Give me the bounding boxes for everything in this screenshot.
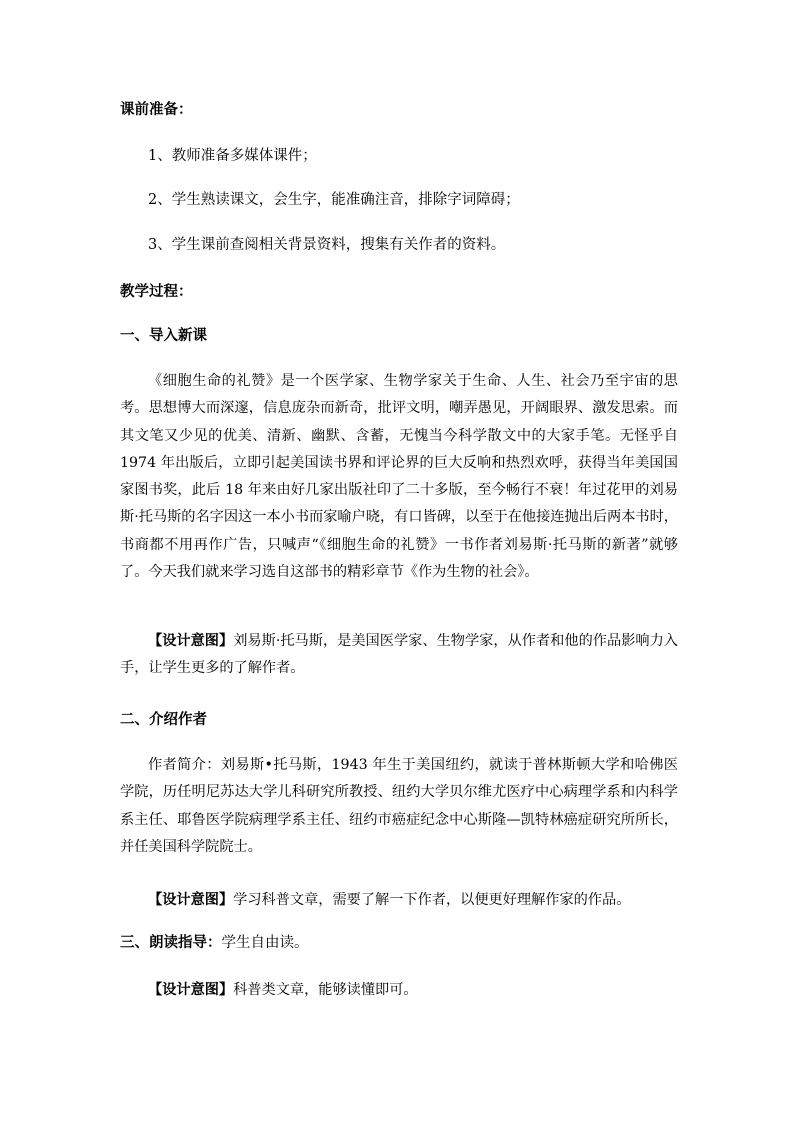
section2-design-note	[120, 887, 678, 914]
process-heading: 教学过程：	[120, 283, 193, 300]
design-intent-tag: 【设计意图】	[148, 982, 234, 998]
section1-heading: 一、导入新课	[120, 327, 207, 344]
section1-design-note	[120, 628, 678, 683]
section3-design-note	[120, 977, 678, 1004]
section3-heading: 三、朗读指导：	[120, 934, 222, 951]
prep-item-2: 2、学生熟读课文，会生字，能准确注音，排除字词障碍；	[148, 192, 520, 208]
prep-heading: 课前准备：	[120, 101, 193, 118]
design-intent-text: 刘易斯·托马斯，是美国医学家、生物学家，从作者和他的作品影响力入手，让学生更多的了解作者。	[120, 633, 678, 677]
design-intent-tag: 【设计意图】	[148, 633, 234, 649]
section3-heading-line	[120, 933, 680, 953]
design-intent-tag: 【设计意图】	[148, 892, 234, 908]
section2-paragraph: 作者简介：刘易斯•托马斯，1943 年生于美国纽约，就读于普林斯顿大学和哈佛医学院，历任明尼苏达大学儿科研究所教授、纽约大学贝尔维尤医疗中心病理学系和内科学系主任、耶鲁医学院病理学系主任、纽约市癌症纪念中心斯隆—凯特林癌症研究所所长，并任美国科学院院士。	[120, 757, 678, 855]
section1-paragraph: 《细胞生命的礼赞》是一个医学家、生物学家关于生命、人生、社会乃至宇宙的思考。思想博大而深邃，信息庞杂而新奇，批评文明，嘲弄愚见，开阔眼界、激发思索。而其文笔又少见的优美、清新、幽默、含蓄，无愧当今科学散文中的大家手笔。无怪乎自 1974 年出版后，立即引起美国读书界和评论界的巨大反响和热烈欢呼，获得当年美国国家图书奖，此后 18 年来由好几家出版社印了二十多版，至今畅行不衰！年过花甲的刘易斯·托马斯的名字因这一本小书而家喻户晓，有口皆碑，以至于在他接连抛出后两本书时，书商都不用再作广告，只喊声“《细胞生命的礼赞》一书作者刘易斯·托马斯的新著”就够了。今天我们就来学习选自这部书的精彩章节《作为生物的社会》。	[120, 373, 678, 581]
prep-item-1: 1、教师准备多媒体课件；	[148, 148, 317, 164]
design-intent-text: 科普类文章，能够读懂即可。	[233, 982, 418, 998]
prep-item-3: 3、学生课前查阅相关背景资料，搜集有关作者的资料。	[148, 237, 506, 253]
design-intent-text: 学习科普文章，需要了解一下作者，以便更好理解作家的作品。	[233, 892, 631, 908]
section2-heading: 二、介绍作者	[120, 711, 207, 728]
section3-heading-text: 学生自由读。	[221, 935, 309, 951]
